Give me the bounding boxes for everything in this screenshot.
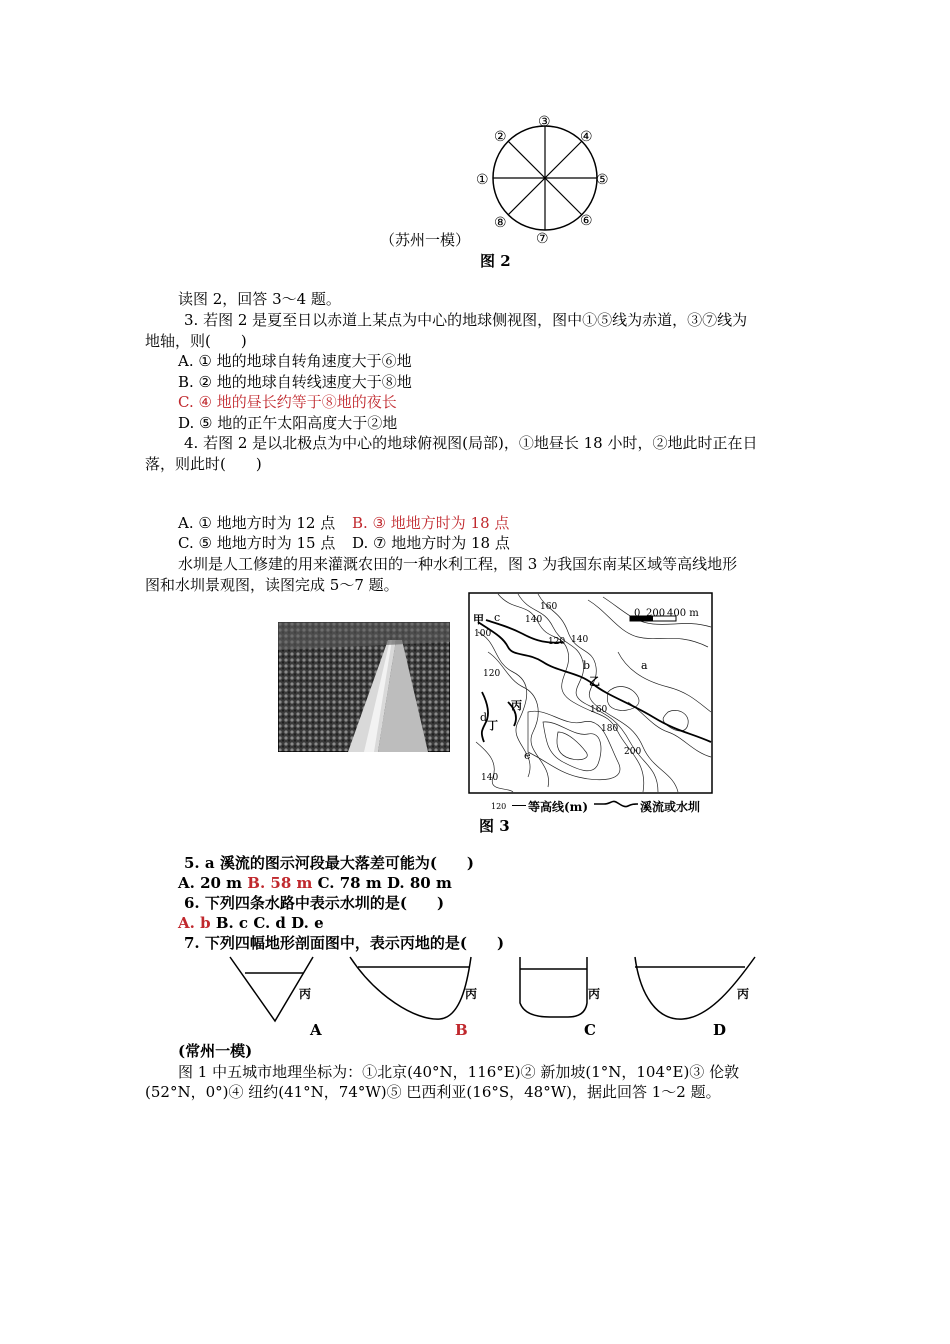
q4-stem-line2: 落，则此时( ): [145, 455, 262, 473]
fig2-caption: 图 2: [480, 252, 511, 270]
q5-options: [178, 873, 452, 893]
contour-160: 160: [540, 602, 558, 612]
fig2-label-6: ⑥: [580, 213, 593, 229]
q3-stem-line1: 3. 若图 2 是夏至日以赤道上某点为中心的地球侧视图，图中①⑤线为赤道，③⑦线为: [184, 311, 748, 329]
profile-c-bing: 丙: [588, 987, 601, 1001]
stream-label-b: b: [583, 659, 591, 672]
fig2-label-3: ③: [538, 114, 551, 130]
q6-option-d: D. e: [291, 914, 324, 932]
q6-option-b: B. c: [215, 914, 249, 932]
legend-contour-line: [512, 805, 526, 806]
contour-200: 200: [624, 747, 642, 757]
intro-q34: 读图 2，回答 3～4 题。: [178, 290, 341, 308]
contour-120: 120: [548, 637, 566, 647]
q4-option-d: D. ⑦ 地地方时为 18 点: [352, 534, 510, 552]
scale-200: 200: [646, 608, 666, 619]
legend-stream-text: 溪流或水圳: [640, 800, 701, 814]
q4-option-a: A. ① 地地方时为 12 点: [178, 514, 336, 532]
q5-stem: 5. a 溪流的图示河段最大落差可能为( ): [184, 854, 475, 872]
stream-label-d: d: [480, 711, 488, 724]
stream-label-a: a: [641, 659, 648, 672]
stream-label-e: e: [524, 749, 531, 762]
q6-stem: 6. 下列四条水路中表示水圳的是( ): [184, 894, 445, 912]
fig2-source: （苏州一模）: [380, 231, 471, 249]
profile-d-bing: 丙: [737, 987, 750, 1001]
q3-option-c: C. ④ 地的昼长约等于⑧地的夜长: [178, 393, 397, 411]
q3-option-b: B. ② 地的地球自转线速度大于⑧地: [178, 373, 412, 391]
profile-c: [520, 957, 587, 1017]
contour-120b: 120: [483, 669, 501, 679]
place-bing: 丙: [511, 699, 522, 712]
q6-option-c: C. d: [253, 914, 286, 932]
contour-140: 140: [525, 615, 543, 625]
q5-option-b: B. 58 m: [247, 874, 313, 892]
intro-q57-line2: 图和水圳景观图，读图完成 5～7 题。: [145, 576, 399, 594]
legend-contour-text: 等高线(m): [528, 800, 589, 814]
intro-q57-line1: 水圳是人工修建的用来灌溉农田的一种水利工程，图 3 为我国东南某区域等高线地形: [178, 555, 738, 573]
contour-180: 180: [601, 724, 619, 734]
contour-160b: 160: [590, 705, 608, 715]
q12-intro-line1: 图 1 中五城市地理坐标为：①北京(40°N，116°E)② 新加坡(1°N，104°E)③ 伦敦: [178, 1063, 740, 1081]
legend-stream-symbol: [594, 798, 638, 810]
q6-option-a: A. b: [178, 914, 211, 932]
legend-contour-number: 120: [491, 802, 507, 811]
profile-b-bing: 丙: [465, 987, 478, 1001]
q12-intro-line2: (52°N，0°)④ 纽约(41°N，74°W)⑤ 巴西利亚(16°S，48°W)，据此回答 1～2 题。: [145, 1083, 721, 1101]
profile-letter-a: A: [310, 1021, 322, 1039]
contour-140b: 140: [571, 635, 589, 645]
profile-letter-c: C: [584, 1021, 596, 1039]
place-ding: 丁: [487, 719, 498, 732]
place-yi: 乙: [589, 675, 600, 688]
q5-option-a: A. 20 m: [178, 874, 243, 892]
fig2-label-7: ⑦: [536, 231, 549, 247]
q5-option-c: C. 78 m: [317, 874, 382, 892]
profile-a-bing: 丙: [299, 987, 312, 1001]
q3-option-d: D. ⑤ 地的正午太阳高度大于②地: [178, 414, 398, 432]
source-changzhou: (常州一模): [178, 1042, 253, 1060]
q7-stem: 7. 下列四幅地形剖面图中，表示丙地的是( ): [184, 934, 505, 952]
stream-label-c: c: [494, 611, 501, 624]
fig3-caption: 图 3: [479, 817, 510, 835]
fig2-label-8: ⑧: [494, 215, 507, 231]
scale-400: 400 m: [667, 608, 699, 619]
profile-letter-d: D: [713, 1021, 727, 1039]
q5-option-d: D. 80 m: [386, 874, 452, 892]
q4-option-c: C. ⑤ 地地方时为 15 点: [178, 534, 336, 552]
profile-letter-b: B: [455, 1021, 468, 1039]
fig2-label-5: ⑤: [596, 172, 609, 188]
fig2-label-1: ①: [476, 172, 489, 188]
contour-140c: 140: [481, 773, 499, 783]
q6-options: [178, 913, 324, 933]
scale-0: 0: [634, 608, 641, 619]
q3-stem-line2: 地轴，则( ): [145, 332, 247, 350]
place-jia: 甲: [473, 613, 484, 626]
q3-option-a: A. ① 地的地球自转角速度大于⑥地: [178, 352, 412, 370]
fig2-label-4: ④: [580, 129, 593, 145]
q4-stem-line1: 4. 若图 2 是以北极点为中心的地球俯视图(局部)，①地昼长 18 小时，②地此时正在日: [184, 434, 758, 452]
fig2-label-2: ②: [494, 129, 507, 145]
canal-photo: [278, 622, 450, 752]
q4-option-b: B. ③ 地地方时为 18 点: [352, 514, 510, 532]
contour-100: 100: [474, 629, 492, 639]
